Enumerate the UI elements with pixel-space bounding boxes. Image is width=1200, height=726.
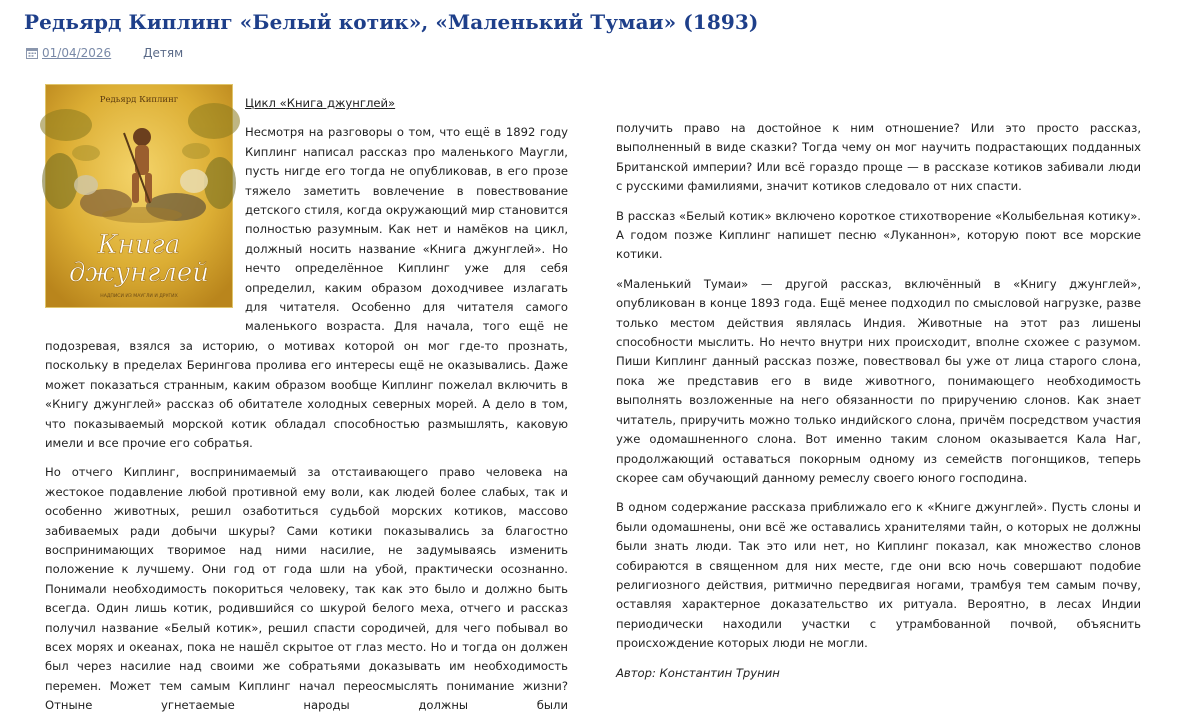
paragraph-1: Несмотря на разговоры о том, что ещё в 1892 году Киплинг написал рассказ про маленького Маугли, пусть нигде его тогда не опубликовав, в его прозе тяжело заметить вовлечение в повествование детского стиля, когда окружающий мир становится полностью разумным. Как нет и намёков на цикл, должный носить название «Книга джунглей». Но нечто определённое Киплинг уже для себя определил, каким образом доходчивее излагать для читателя. Особенно для читателя самого маленького возраста. Для начала, того ещё не подозревая, взялся за историю, о мотивах которой он мог где-то прознать, поскольку в пределах Берингова пролива его интересы ещё не оказывались. Даже может показаться странным, каким образом вообще Киплинг пожелал включить в «Книгу джунглей» рассказ об обитателе холодных северных морей. А дело в том, что показываемый морской котик обладал способностью размышлять, каковую имели и все прочие его собратья. (45, 125, 568, 450)
post-date-link[interactable]: 01/04/2026 (42, 46, 112, 60)
calendar-icon (26, 47, 38, 59)
paragraph-2: Но отчего Киплинг, воспринимаемый за отстаивающего право человека на жестокое подавление любой противной ему воли, как людей более слабых, так и особенно животных, решил озаботиться судьбой морских котиков, массово забиваемых ради добычи шкуры? Сами котики показывались за благостно воспринимающих творимое над ними насилие, не задумываясь изменить положение к лучшему. Они год от года шли на убой, практически осознанно. Понимали необходимость покориться человеку, так как это было и должно быть всегда. Один лишь котик, родившийся со шкурой белого меха, отчего и рассказ получил название «Белый котик», решил спасти сородичей, для чего побывал во всех морях и океанах, пока не нашёл скрытое от глаз место. Но и тогда он должен был через насилие над своими же собратьями доказывать им необходимость перемен. Может тем самым Киплинг начал переосмыслять понимание жизни? Отныне угнетаемые народы должны были (45, 465, 568, 713)
cover-title-line2: джунглей (68, 258, 210, 288)
category-link[interactable]: Детям (143, 46, 184, 60)
cycle-link[interactable]: Цикл «Книга джунглей» (245, 96, 396, 110)
cover-author: Редьярд Киплинг (99, 95, 179, 105)
author-credit: Автор: Константин Трунин (616, 665, 780, 680)
paragraph-3: В рассказ «Белый котик» включено короткое стихотворение «Колыбельная котику». А годом позже Киплинг напишет песню «Луканнон», которую поют все морские котики. (616, 208, 1141, 262)
paragraph-2-continued: получить право на достойное к ним отношение? Или это просто рассказ, выполненный в виде сказки? Тогда чему он мог научить подрастающих подданных Британской империи? Или всё гораздо проще — в рассказе котиков забивали люди с русскими фамилиями, значит котиков следовало от них спасти. (616, 121, 1141, 194)
cover-title-line1: Книга (97, 230, 181, 260)
post-meta (26, 46, 183, 60)
cover-subtitle: НАДПИСИ ИЗ МАУГЛИ И ДРУГИХ (100, 294, 178, 299)
article-column-left (45, 94, 568, 726)
paragraph-5: В одном содержание рассказа приближало его к «Книге джунглей». Пусть слоны и были одомашнены, они всё же оставались хранителями тайн, о которых не должны были знать люди. Так это или нет, но Киплинг показал, как множество слонов собираются в священном для них месте, где они всю ночь совершают подобие религиозного действия, ритмично передвигая ногами, трамбуя тем самым почву, оставляя характерное доказательство их ритуала. Вероятно, в лесах Индии периодически находили участки с утрамбованной почвой, объяснить происхождение которых люди не могли. (616, 500, 1141, 651)
article-title: Редьярд Киплинг «Белый котик», «Маленький Тумаи» (1893) (24, 10, 759, 34)
paragraph-4: «Маленький Тумаи» — другой рассказ, включённый в «Книгу джунглей», опубликован в конце 1893 года. Ещё менее подходил по смысловой нагрузке, разве только местом действия являлась Индия. Животные на этот раз лишены способности мыслить. Но нечто внутри них происходит, вполне схожее с разумом. Пиши Киплинг данный рассказ позже, повествовал бы уже от лица старого слона, пока же представив его в виде животного, понимающего необходимость выполнять возложенные на него обязанности по приручению слонов. Как знает читатель, приручить можно только индийского слона, причём посредством участия уже одомашненного слона. Вот именно таким слоном оказывается Кала Наг, продолжающий оставаться покорным одному из семейств погонщиков, теперь скорее сам обучающий данному ремеслу своего юного господина. (616, 276, 1141, 485)
article-column-right (616, 119, 1141, 693)
cover-float-spacer (45, 94, 245, 332)
